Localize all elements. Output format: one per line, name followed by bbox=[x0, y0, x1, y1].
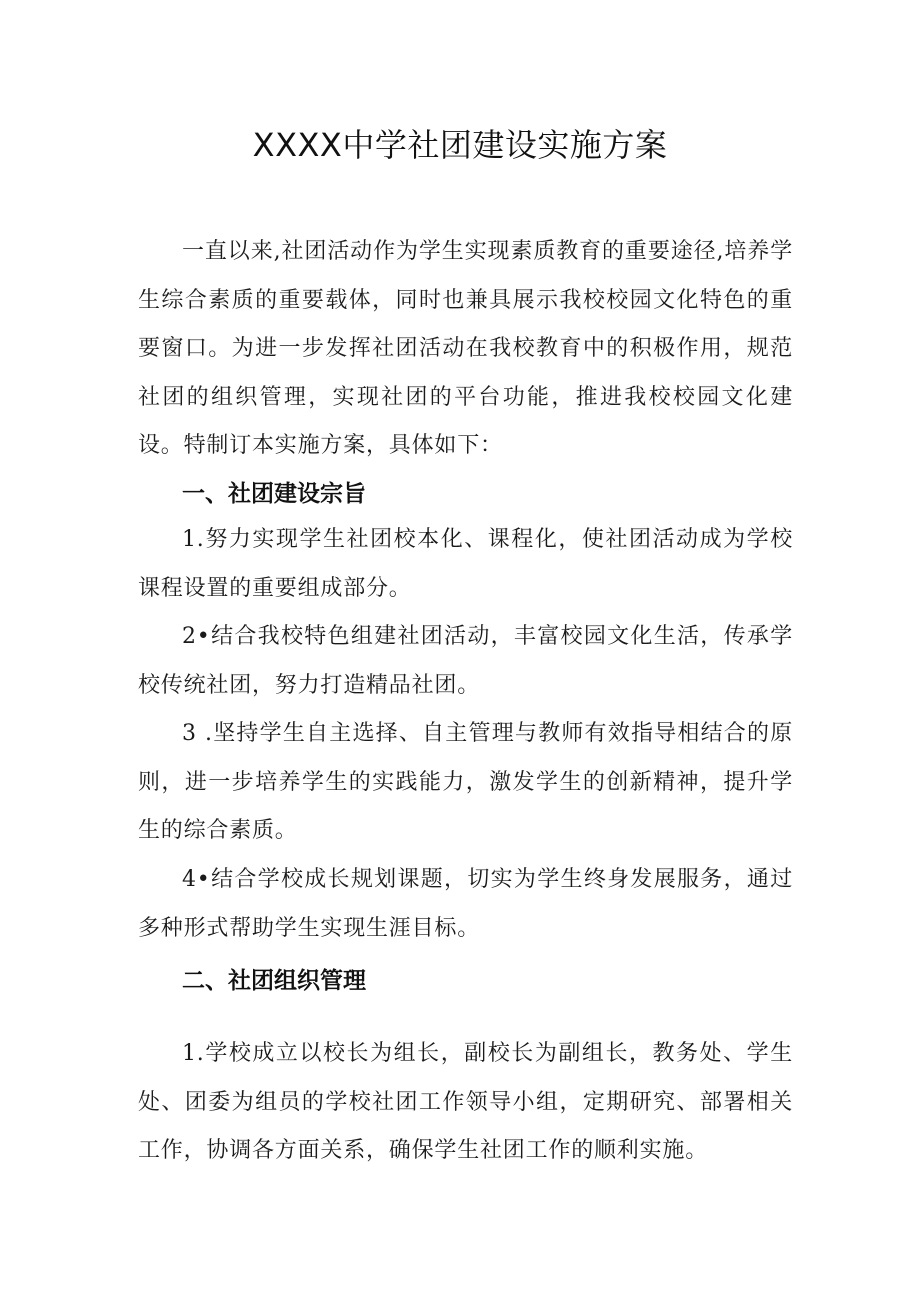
document-title: XXXX中学社团建设实施方案 bbox=[252, 126, 668, 164]
management-item-1: 1.学校成立以校长为组长，副校长为副组长，教务处、学生处、团委为组员的学校社团工作领导小组，定期研究、部署相关工作，协调各方面关系，确保学生社团工作的顺利实施。 bbox=[138, 1041, 793, 1163]
purpose-item-1: 1.努力实现学生社团校本化、课程化，使社团活动成为学校课程设置的重要组成部分。 bbox=[138, 527, 793, 601]
intro-paragraph: 一直以来,社团活动作为学生实现素质教育的重要途径,培养学生综合素质的重要载体，同时也兼具展示我校校园文化特色的重要窗口。为进一步发挥社团活动在我校教育中的积极作用，规范社团的组织管理，实现社团的平台功能，推进我校校园文化建设。特制订本实施方案，具体如下： bbox=[138, 239, 793, 458]
section-heading-management: 二、社团组织管理 bbox=[182, 968, 366, 994]
purpose-item-3: 3 .坚持学生自主选择、自主管理与教师有效指导相结合的原则，进一步培养学生的实践能力，激发学生的创新精神，提升学生的综合素质。 bbox=[138, 721, 793, 843]
section-heading-purpose: 一、社团建设宗旨 bbox=[182, 481, 366, 507]
purpose-item-4: 4•结合学校成长规划课题，切实为学生终身发展服务，通过多种形式帮助学生实现生涯目标。 bbox=[138, 867, 793, 941]
purpose-item-2: 2•结合我校特色组建社团活动，丰富校园文化生活，传承学校传统社团，努力打造精品社团。 bbox=[138, 624, 793, 698]
